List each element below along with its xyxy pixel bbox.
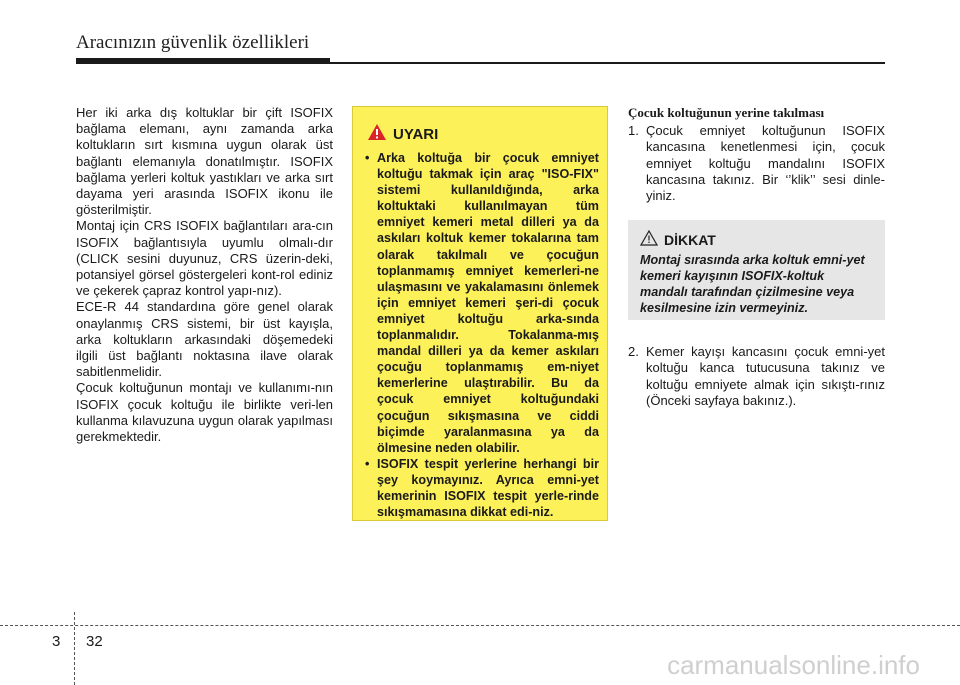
warning-item: • Arka koltuğa bir çocuk emniyet koltuğu takmak için araç "ISO-FIX" sistemi kullanıldığında, arka koltuktaki kullanılmayan tüm emniyet kemeri metal dilleri ya da askıları koltuk kemer tokalarına tam olarak takılmalı ve çocuğun toplanmamış emniyet kemerleri-ne ulaşmasını ve yakalamasını önlemek için emniyet kemeri şeri-di çocuk emniyet koltuğu arka-sında toplanmalıdır. Tokalanma-mış mandal dilleri ya da kemer askıları çocuğu toplanmamış em-niyet kemerlerine ulaştırabilir. Bu da çocuk emniyet koltuğundaki çocuğun sıkışmasına ve ciddi biçimde yaralanmasına ya da ölmesine neden olabilir. bbox=[363, 150, 599, 456]
warning-title: UYARI bbox=[393, 126, 439, 143]
warning-box bbox=[352, 106, 608, 521]
step-text: Çocuk emniyet koltuğunun ISOFIX kancasına kenetlenmesi için, çocuk emniyet koltuğu mandalını ISOFIX kancasına takınız. Bir ‘’klik’’ sesi dinle-yiniz. bbox=[646, 123, 885, 204]
watermark: carmanualsonline.info bbox=[667, 650, 920, 680]
page-header-title: Aracınızın güvenlik özellikleri bbox=[76, 32, 310, 53]
section-heading: Çocuk koltuğunun yerine takılması bbox=[628, 105, 825, 120]
step-1 bbox=[628, 123, 885, 204]
page-number: 32 bbox=[86, 633, 103, 650]
step-text: Kemer kayışı kancasını çocuk emni-yet koltuğu kanca tutucusuna takınız ve koltuğu emniyete almak için sıkıştı-rınız (Önceki sayfaya bakınız.). bbox=[646, 344, 885, 408]
right-column bbox=[628, 105, 885, 409]
footer-divider bbox=[74, 612, 75, 685]
paragraph: Çocuk koltuğunun montajı ve kullanımı-nın ISOFIX çocuk koltuğu ile birlikte veri-len kullanma kılavuzuna uygun olarak yapılması gerekmektedir. bbox=[76, 380, 333, 445]
notice-box bbox=[628, 220, 885, 320]
step-number: 1. bbox=[628, 123, 639, 139]
header-rule-thin bbox=[330, 62, 885, 64]
paragraph: ECE-R 44 standardına göre genel olarak onaylanmış CRS sistemi, bir üst kayışla, arka koltukların arkasındaki döşemedeki ilgili üst bağlantı noktasına ilave olarak sabitlenmelidir. bbox=[76, 299, 333, 380]
paragraph: Montaj için CRS ISOFIX bağlantıları ara-cın ISOFIX bağlantısıyla uyumlu olmalı-dır (CLICK sesini duyunuz, CRS üzerin-deki, potansiyel görsel göstergeleri kont-rol ediniz ve çekerek çapraz kontrol yapı-nız). bbox=[76, 218, 333, 299]
footer-rule bbox=[0, 625, 960, 626]
warning-triangle-icon bbox=[367, 123, 387, 146]
warning-header bbox=[367, 123, 599, 146]
paragraph: Her iki arka dış koltuklar bir çift ISOFIX bağlama elemanı, aynı zamanda arka koltukların sırt kısmına uygun olarak üst bağlantı elemanıyla donatılmıştır. ISOFIX bağlama yerleri koltuk yastıkları ve arka sırt dayama yeri arasında ISOFIX ikonu ile gösterilmiştir. bbox=[76, 105, 333, 218]
step-2 bbox=[628, 344, 885, 409]
notice-header bbox=[640, 230, 875, 250]
header-rule-thick bbox=[76, 58, 330, 64]
caution-triangle-icon bbox=[640, 230, 658, 250]
notice-title: DİKKAT bbox=[664, 232, 716, 249]
step-number: 2. bbox=[628, 344, 639, 360]
section-number: 3 bbox=[52, 633, 61, 650]
left-column bbox=[76, 105, 333, 445]
notice-text: Montaj sırasında arka koltuk emni-yet kemeri kayışının ISOFIX-koltuk mandalı tarafından çizilmesine veya kesilmesine izin vermeyiniz. bbox=[640, 253, 865, 316]
warning-list bbox=[363, 150, 599, 520]
warning-item: • ISOFIX tespit yerlerine herhangi bir şey koymayınız. Ayrıca emni-yet kemerinin ISOFIX tespit yerle-rinde sıkışmamasına dikkat edi-niz. bbox=[363, 456, 599, 520]
